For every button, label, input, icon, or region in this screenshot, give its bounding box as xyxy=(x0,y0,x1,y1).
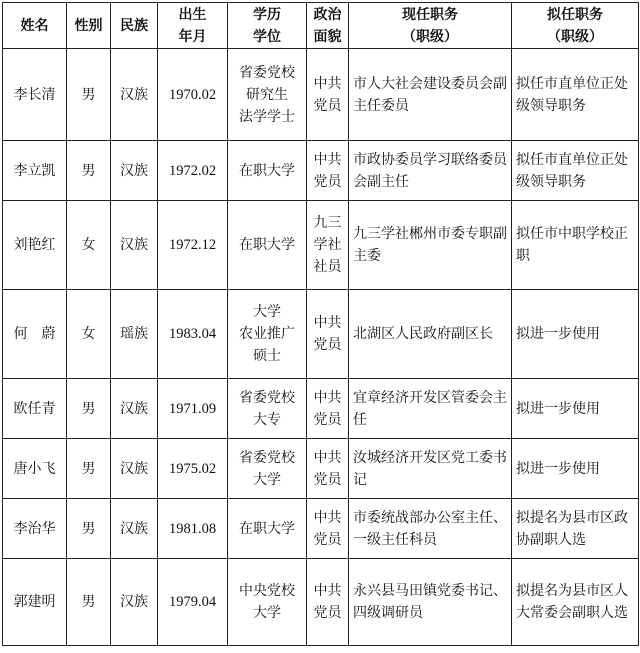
cell-proposed-position: 拟进一步使用 xyxy=(512,290,639,379)
cell-gender: 男 xyxy=(67,559,111,646)
cell-name: 刘艳红 xyxy=(3,201,67,290)
cell-ethnicity: 汉族 xyxy=(111,201,158,290)
cell-current-position: 九三学社郴州市委专职副主委 xyxy=(349,201,512,290)
cell-current-position: 汝城经济开发区党工委书记 xyxy=(349,439,512,499)
cell-birth: 1971.09 xyxy=(158,379,228,439)
cell-current-position: 市委统战部办公室主任、一级主任科员 xyxy=(349,499,512,559)
cell-current-position: 市人大社会建设委员会副主任委员 xyxy=(349,49,512,141)
cell-proposed-position: 拟任市中职学校正职 xyxy=(512,201,639,290)
cell-education: 省委党校 大学 xyxy=(228,439,307,499)
cell-ethnicity: 汉族 xyxy=(111,559,158,646)
cell-birth: 1979.04 xyxy=(158,559,228,646)
cell-current-position: 宜章经济开发区管委会主任 xyxy=(349,379,512,439)
header-education: 学历 学位 xyxy=(228,3,307,49)
cell-proposed-position: 拟任市直单位正处级领导职务 xyxy=(512,141,639,201)
header-current-position: 现任职务 （职级） xyxy=(349,3,512,49)
cell-gender: 女 xyxy=(67,201,111,290)
header-row xyxy=(3,3,639,49)
cell-gender: 男 xyxy=(67,379,111,439)
cell-education: 中央党校 大学 xyxy=(228,559,307,646)
cell-proposed-position: 拟进一步使用 xyxy=(512,379,639,439)
cell-ethnicity: 汉族 xyxy=(111,49,158,141)
cell-ethnicity: 汉族 xyxy=(111,439,158,499)
cadre-appointment-table xyxy=(2,2,639,646)
cell-political: 中共 党员 xyxy=(307,290,349,379)
cell-education: 在职大学 xyxy=(228,499,307,559)
cell-political: 中共 党员 xyxy=(307,499,349,559)
cell-birth: 1981.08 xyxy=(158,499,228,559)
cell-education: 在职大学 xyxy=(228,141,307,201)
cell-name: 唐小飞 xyxy=(3,439,67,499)
table-row xyxy=(3,290,639,379)
cell-birth: 1983.04 xyxy=(158,290,228,379)
header-ethnicity: 民族 xyxy=(111,3,158,49)
cell-birth: 1975.02 xyxy=(158,439,228,499)
cell-gender: 女 xyxy=(67,290,111,379)
cell-name: 李立凯 xyxy=(3,141,67,201)
cell-birth: 1972.12 xyxy=(158,201,228,290)
cell-political: 中共 党员 xyxy=(307,439,349,499)
cell-gender: 男 xyxy=(67,499,111,559)
cell-education: 省委党校 研究生 法学学士 xyxy=(228,49,307,141)
cell-name: 郭建明 xyxy=(3,559,67,646)
header-proposed-position: 拟任职务 （职级） xyxy=(512,3,639,49)
cell-proposed-position: 拟提名为县市区人大常委会副职人选 xyxy=(512,559,639,646)
table-row xyxy=(3,559,639,646)
cell-birth: 1972.02 xyxy=(158,141,228,201)
cell-education: 大学 农业推广 硕士 xyxy=(228,290,307,379)
cell-political: 中共 党员 xyxy=(307,49,349,141)
cell-proposed-position: 拟进一步使用 xyxy=(512,439,639,499)
cell-proposed-position: 拟提名为县市区政协副职人选 xyxy=(512,499,639,559)
cell-political: 九三 学社 社员 xyxy=(307,201,349,290)
table-row xyxy=(3,141,639,201)
cell-education: 省委党校 大专 xyxy=(228,379,307,439)
cell-ethnicity: 瑶族 xyxy=(111,290,158,379)
cell-name: 何 蔚 xyxy=(3,290,67,379)
table-row xyxy=(3,379,639,439)
cell-birth: 1970.02 xyxy=(158,49,228,141)
header-gender: 性别 xyxy=(67,3,111,49)
cell-education: 在职大学 xyxy=(228,201,307,290)
cell-ethnicity: 汉族 xyxy=(111,141,158,201)
header-birth: 出生 年月 xyxy=(158,3,228,49)
cell-current-position: 北湖区人民政府副区长 xyxy=(349,290,512,379)
cell-name: 李治华 xyxy=(3,499,67,559)
cell-ethnicity: 汉族 xyxy=(111,499,158,559)
cell-name: 欧任青 xyxy=(3,379,67,439)
cell-gender: 男 xyxy=(67,141,111,201)
header-political: 政治 面貌 xyxy=(307,3,349,49)
cell-political: 中共 党员 xyxy=(307,559,349,646)
cell-proposed-position: 拟任市直单位正处级领导职务 xyxy=(512,49,639,141)
cell-current-position: 市政协委员学习联络委员会副主任 xyxy=(349,141,512,201)
cell-gender: 男 xyxy=(67,49,111,141)
cell-current-position: 永兴县马田镇党委书记、四级调研员 xyxy=(349,559,512,646)
cell-ethnicity: 汉族 xyxy=(111,379,158,439)
table-row xyxy=(3,439,639,499)
table-row xyxy=(3,49,639,141)
table-row xyxy=(3,201,639,290)
cell-political: 中共 党员 xyxy=(307,141,349,201)
cell-gender: 男 xyxy=(67,439,111,499)
header-name: 姓名 xyxy=(3,3,67,49)
cell-political: 中共 党员 xyxy=(307,379,349,439)
table-row xyxy=(3,499,639,559)
cell-name: 李长清 xyxy=(3,49,67,141)
